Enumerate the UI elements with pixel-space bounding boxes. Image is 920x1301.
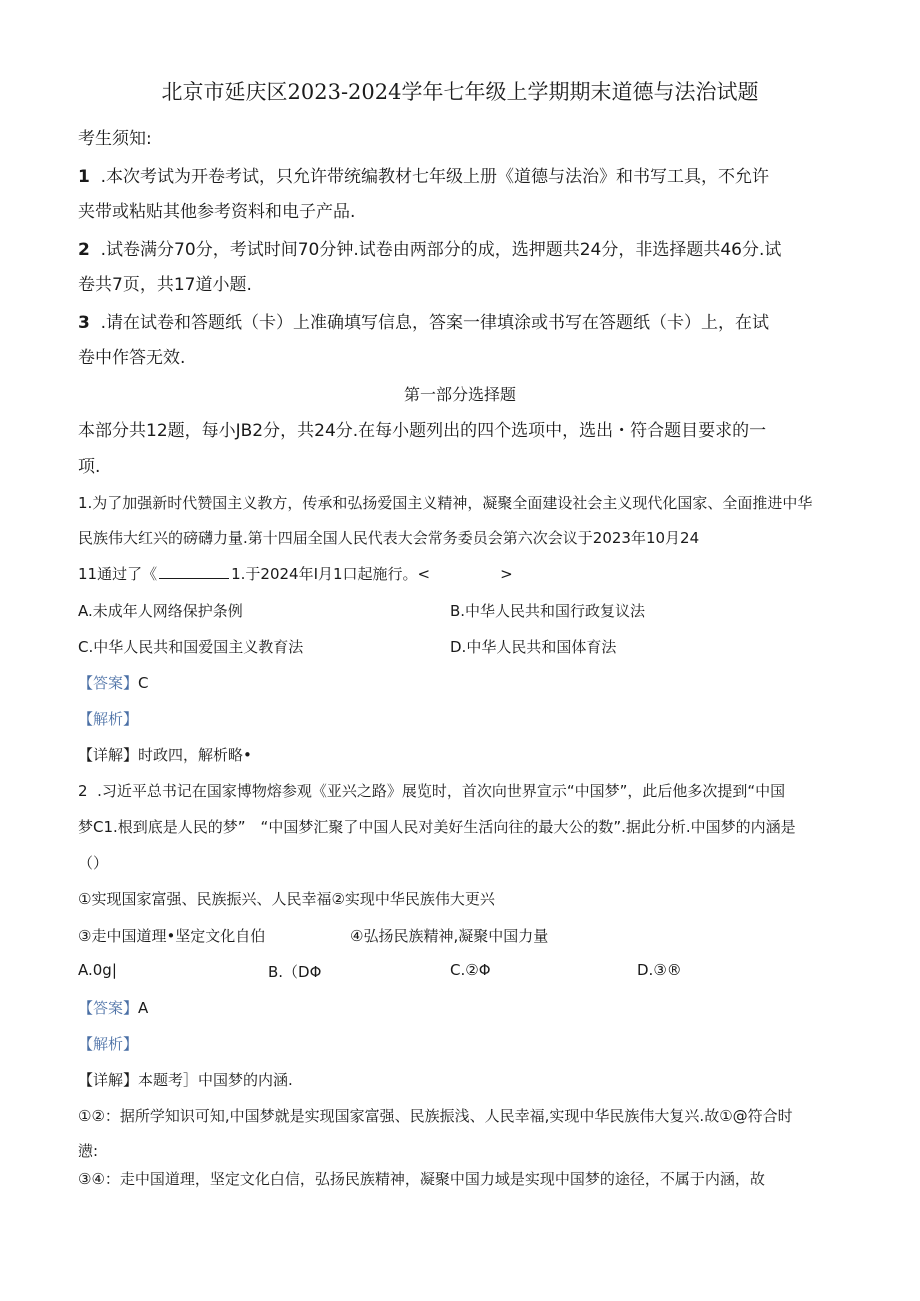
q2-option-a: A.0g| <box>78 961 117 979</box>
q2-detail-text: 本题考］中国梦的内涵. <box>138 1071 293 1089</box>
notice-item-3 <box>78 308 769 333</box>
q2-statements-1-2: ①实现国家富强、民族振兴、人民幸福②实现中华民族伟大更兴 <box>78 890 495 908</box>
page-title: 北京市延庆区2023-2024学年七年级上学期期末道德与法治试题 <box>161 80 759 104</box>
q1-answer-blank <box>159 564 229 579</box>
q2-stem-line-3: （） <box>78 854 109 872</box>
notice-heading: 考生须知: <box>78 129 152 149</box>
q2-detail <box>78 1069 293 1090</box>
notice-item-3-text: .请在试卷和答题纸（卡）上准确填写信息，答案一律填涂或书写在答题纸（卡）上，在试 <box>100 313 770 333</box>
notice-item-3-cont: 卷中作答无效. <box>78 348 186 368</box>
section-title: 第一部分选择题 <box>403 385 516 404</box>
q1-stem-prefix: 11通过了《 <box>78 565 158 583</box>
section-intro-cont: 项. <box>78 457 101 477</box>
q2-stem-line-2: 梦C1.根到底是人民的梦” “中国梦汇聚了中国人民对美好生活向往的最大公的数”.据此分析.中国梦的内涵是 <box>78 818 796 836</box>
q1-answer-tag: 【答案】 <box>78 674 139 692</box>
q1-stem-suffix: 1.于2024年Ⅰ月1口起施行。< <box>231 565 431 583</box>
q2-statement-3: ③走中国道理•坚定文化自伯 <box>78 927 266 945</box>
section-intro: 本部分共12题，每小JB2分，共24分.在每小题列出的四个选项中，选出・符合题目要求的一 <box>78 421 767 441</box>
q2-explanation-1: ①②：据所学知识可知,中国梦就是实现国家富强、民族振浅、人民幸福,实现中华民族伟大复兴.故①@符合时 <box>78 1107 793 1125</box>
q2-stem-text: .习近平总书记在国家博物熔参观《亚兴之路》展览时，首次向世界宣示“中国梦”，此后他多次提到“中国 <box>97 782 786 800</box>
q2-option-c: C.②Φ <box>450 961 491 979</box>
q1-stem-line-1: 1.为了加强新时代赞国主义教方，传承和弘扬爱国主义精神，凝聚全面建设社会主义现代化国家、全面推进中华 <box>78 494 813 512</box>
q2-answer <box>78 997 148 1018</box>
q2-option-b: B.（DΦ <box>268 963 322 981</box>
q1-option-d: D.中华人民共和国体育法 <box>450 638 617 656</box>
q1-detail <box>78 744 252 765</box>
q1-option-a: A.未成年人网络保护条例 <box>78 602 243 620</box>
notice-item-2-number: 2 <box>78 240 90 260</box>
q1-stem-line-2: 民族伟大红兴的磅礴力量.第十四届全国人民代表大会常务委员会第六次会议于2023年10月24 <box>78 529 700 547</box>
q1-detail-tag: 【详解】 <box>78 746 139 764</box>
q1-analysis-tag: 【解析】 <box>78 710 139 728</box>
q1-option-c: C.中华人民共和国爱国主义教育法 <box>78 638 304 656</box>
q2-explanation-2: ③④：走中国道理，坚定文化白信，弘扬民族精神，凝聚中国力域是实现中国梦的途径，不属于内涵，故 <box>78 1170 765 1188</box>
notice-item-2-cont: 卷共7页，共17道小题. <box>78 275 252 295</box>
notice-item-1-text: .本次考试为开卷考试，只允许带统编教材七年级上册《道德与法治》和书写工具，不允许 <box>100 167 770 187</box>
q1-option-b: B.中华人民共和国行政复议法 <box>450 602 646 620</box>
q2-answer-tag: 【答案】 <box>78 999 139 1017</box>
notice-item-3-number: 3 <box>78 313 90 333</box>
q2-detail-tag: 【详解】 <box>78 1071 139 1089</box>
notice-item-2 <box>78 235 781 260</box>
q2-number: 2 <box>78 782 88 800</box>
notice-item-2-text: .试卷满分70分，考试时间70分钟.试卷由两部分的成，选押题共24分，非选择题共46分.试 <box>100 240 782 260</box>
q2-stem-line-1 <box>78 780 785 801</box>
q2-analysis-tag: 【解析】 <box>78 1035 139 1053</box>
q2-statement-4: ④弘扬民族精神,凝聚中国力量 <box>350 927 549 945</box>
notice-item-1-cont: 夹带或粘贴其他参考资料和电子产品. <box>78 202 356 222</box>
q1-answer <box>78 672 149 693</box>
notice-item-1 <box>78 162 769 187</box>
q1-answer-value: C <box>138 674 149 692</box>
notice-item-1-number: 1 <box>78 167 90 187</box>
q2-explanation-1-cont: 懑: <box>78 1142 99 1160</box>
q2-answer-value: A <box>138 999 149 1017</box>
q1-stem-line-3 <box>78 563 513 584</box>
q2-option-d: D.③® <box>637 961 682 979</box>
q1-stem-end: > <box>500 565 513 583</box>
q1-detail-text: 时政四，解析略• <box>138 746 252 764</box>
